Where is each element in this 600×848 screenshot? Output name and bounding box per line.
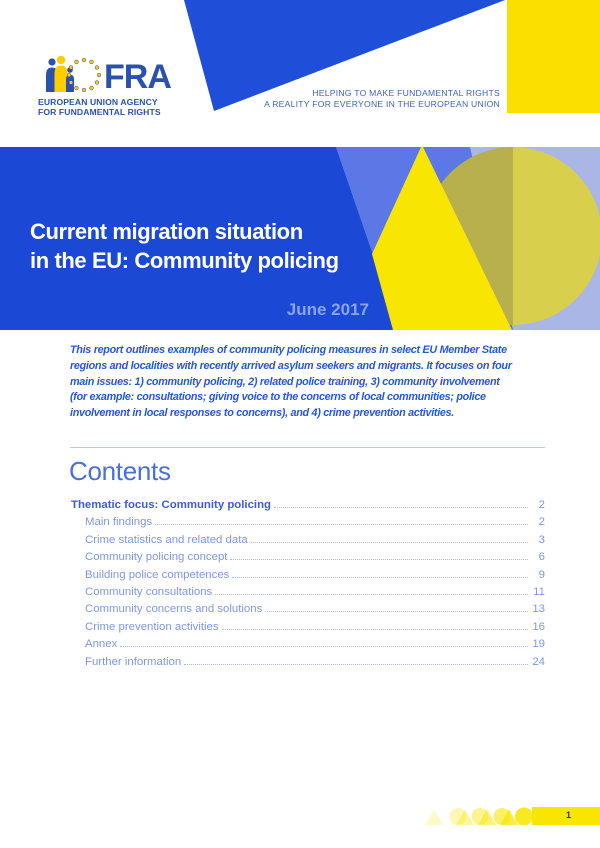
tagline-line1: HELPING TO MAKE FUNDAMENTAL RIGHTS (312, 88, 500, 98)
contents-heading: Contents (69, 456, 171, 486)
toc-entry-main-findings[interactable]: Main findings 2 (85, 516, 545, 529)
tagline-line2: A REALITY FOR EVERYONE IN THE EUROPEAN UNION (264, 99, 500, 109)
toc-entry-community-consultations[interactable]: Community consultations 11 (85, 585, 545, 598)
toc-page-number: 3 (538, 533, 545, 546)
dotted-leader (230, 559, 528, 560)
dotted-leader (265, 611, 528, 612)
toc-page-number: 9 (538, 568, 545, 581)
toc-page-number: 24 (532, 655, 545, 668)
report-title-line1: Current migration situation (30, 219, 303, 244)
agency-tagline (264, 88, 500, 110)
dotted-leader (222, 629, 528, 630)
dotted-leader (274, 507, 528, 508)
dotted-leader (232, 577, 528, 578)
horizontal-rule (70, 447, 545, 448)
intro-paragraph: This report outlines examples of community policing measures in select EU Member State regions and localities with recently arrived asylum seekers and migrants. It focuses on four main issues: 1) community policing, 2) related police training, 3) community involvement (for example: consultations; giving voice to the concerns of local communities; police involvement in local responses to concerns), and 4) crime prevention activities. (70, 344, 512, 420)
page-number: 1 (565, 810, 571, 820)
toc-entry-crime-statistics[interactable]: Crime statistics and related data 3 (85, 533, 545, 546)
toc-page-number: 2 (538, 516, 545, 529)
report-title (30, 217, 339, 275)
dotted-leader (155, 524, 528, 525)
page-footer (420, 807, 600, 825)
toc-entry-building-police-competences[interactable]: Building police competences 9 (85, 568, 545, 581)
fra-logo-graphic (36, 55, 186, 93)
toc-entry-thematic-focus[interactable]: Thematic focus: Community policing 2 (71, 499, 545, 511)
fra-logo (36, 55, 186, 117)
toc-page-number: 16 (532, 620, 545, 633)
table-of-contents (71, 499, 545, 673)
toc-page-number: 13 (532, 603, 545, 616)
toc-entry-community-concerns[interactable]: Community concerns and solutions 13 (85, 603, 545, 616)
toc-page-number: 2 (538, 499, 545, 511)
title-banner (0, 147, 600, 330)
logo-subtitle-line1: EUROPEAN UNION AGENCY (38, 97, 158, 107)
dotted-leader (184, 664, 528, 665)
dotted-leader (215, 594, 528, 595)
footer-cascade-shapes-icon (420, 807, 600, 825)
dotted-leader (120, 646, 528, 647)
toc-page-number: 11 (533, 585, 545, 598)
report-title-line2: in the EU: Community policing (30, 248, 339, 273)
header-yellow-rectangle (507, 0, 600, 113)
fra-acronym: FRA (104, 58, 171, 93)
toc-entry-annex[interactable]: Annex 19 (85, 638, 545, 651)
toc-entry-further-information[interactable]: Further information 24 (85, 655, 545, 668)
toc-entry-crime-prevention[interactable]: Crime prevention activities 16 (85, 620, 545, 633)
toc-entry-community-policing-concept[interactable]: Community policing concept 6 (85, 551, 545, 564)
toc-page-number: 19 (532, 638, 545, 651)
dotted-leader (251, 542, 528, 543)
report-date: June 2017 (286, 300, 369, 319)
logo-subtitle-line2: FOR FUNDAMENTAL RIGHTS (38, 106, 161, 117)
toc-page-number: 6 (538, 551, 545, 564)
